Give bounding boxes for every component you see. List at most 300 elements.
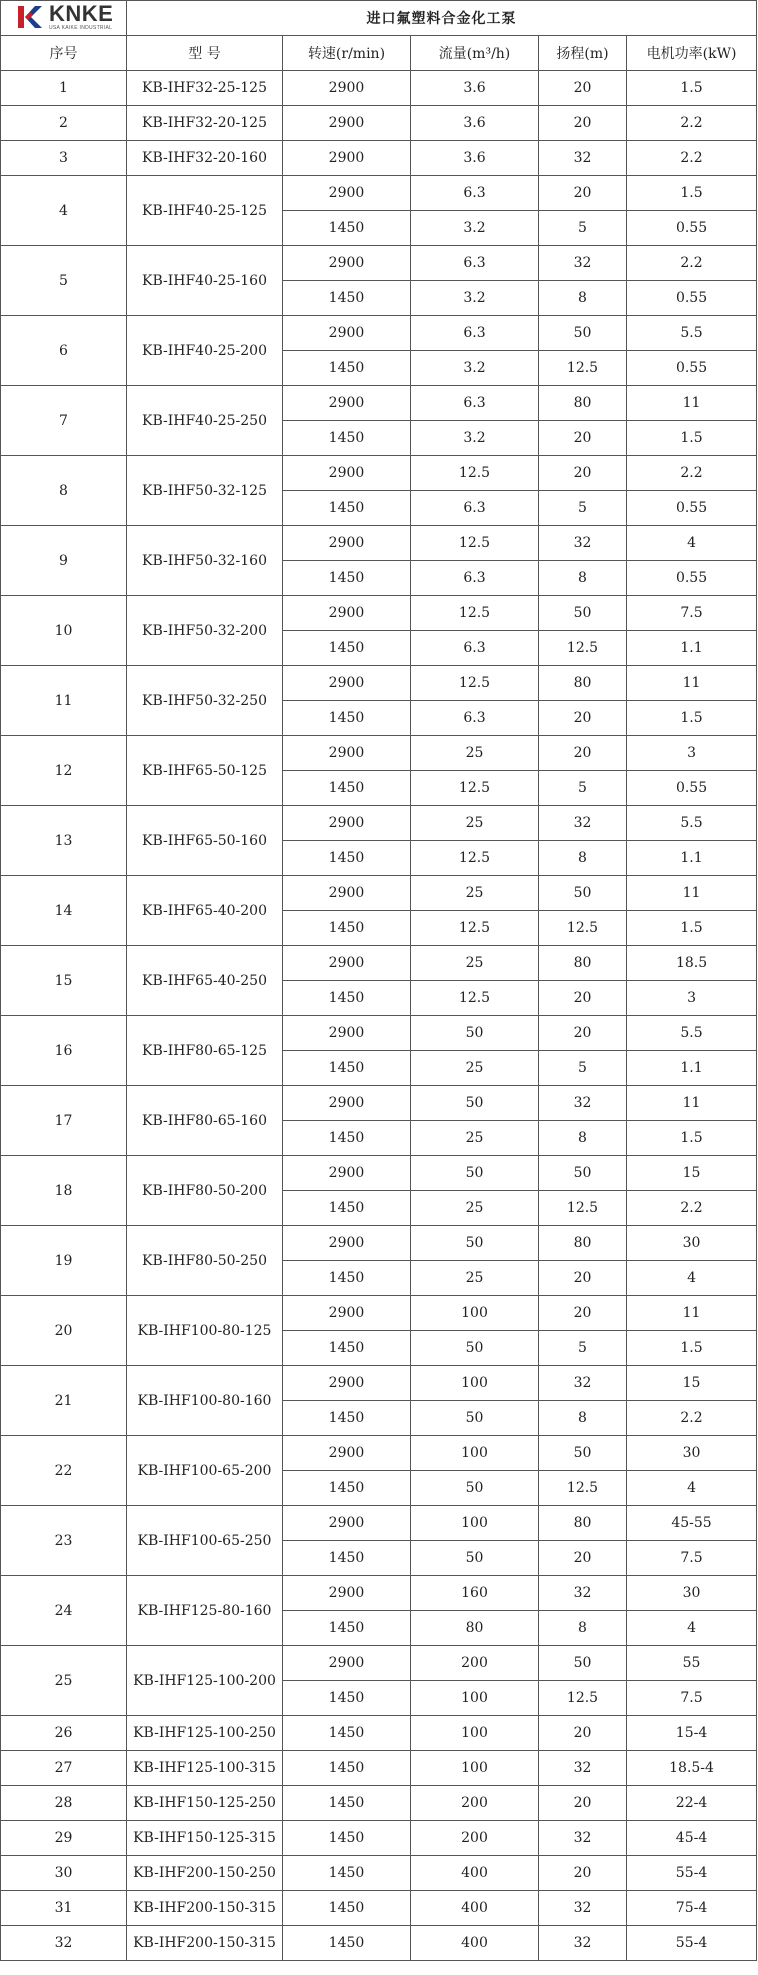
cell-power: 11: [627, 1086, 757, 1121]
table-row: [1, 246, 757, 281]
cell-flow: 100: [411, 1366, 539, 1401]
cell-speed: 1450: [283, 561, 411, 596]
cell-head: 20: [539, 1016, 627, 1051]
cell-power: 7.5: [627, 1681, 757, 1716]
cell-head: 8: [539, 1401, 627, 1436]
table-row: [1, 1891, 757, 1926]
cell-speed: 2900: [283, 1296, 411, 1331]
cell-power: 45-4: [627, 1821, 757, 1856]
table-row: [1, 1926, 757, 1961]
logo-wordmark: KNKE: [49, 0, 114, 26]
cell-model: KB-IHF100-65-250: [127, 1506, 283, 1576]
cell-head: 8: [539, 1121, 627, 1156]
cell-speed: 1450: [283, 1331, 411, 1366]
table-row: [1, 1366, 757, 1401]
cell-flow: 400: [411, 1856, 539, 1891]
table-row: [1, 1786, 757, 1821]
cell-power: 55-4: [627, 1926, 757, 1961]
knke-logo-icon: [17, 4, 43, 30]
cell-no: 3: [1, 141, 127, 176]
cell-no: 15: [1, 946, 127, 1016]
table-row: [1, 666, 757, 701]
cell-speed: 2900: [283, 1646, 411, 1681]
cell-speed: 1450: [283, 1611, 411, 1646]
cell-model: KB-IHF40-25-250: [127, 386, 283, 456]
cell-head: 12.5: [539, 1471, 627, 1506]
cell-head: 20: [539, 1296, 627, 1331]
table-row: [1, 141, 757, 176]
cell-head: 8: [539, 1611, 627, 1646]
cell-flow: 6.3: [411, 561, 539, 596]
cell-head: 32: [539, 1891, 627, 1926]
cell-no: 10: [1, 596, 127, 666]
cell-power: 30: [627, 1226, 757, 1261]
cell-no: 13: [1, 806, 127, 876]
cell-speed: 2900: [283, 386, 411, 421]
cell-head: 32: [539, 1576, 627, 1611]
table-row: [1, 456, 757, 491]
header-head: 扬程(m): [539, 36, 627, 71]
cell-power: 1.1: [627, 841, 757, 876]
cell-head: 12.5: [539, 631, 627, 666]
cell-speed: 2900: [283, 1226, 411, 1261]
cell-flow: 3.2: [411, 281, 539, 316]
cell-head: 32: [539, 1086, 627, 1121]
cell-head: 5: [539, 1051, 627, 1086]
header-row: [1, 36, 757, 71]
cell-flow: 6.3: [411, 386, 539, 421]
cell-power: 15: [627, 1366, 757, 1401]
cell-flow: 25: [411, 736, 539, 771]
cell-power: 5.5: [627, 316, 757, 351]
cell-speed: 1450: [283, 1191, 411, 1226]
cell-power: 11: [627, 666, 757, 701]
cell-head: 50: [539, 1436, 627, 1471]
cell-flow: 50: [411, 1156, 539, 1191]
header-speed: 转速(r/min): [283, 36, 411, 71]
cell-model: KB-IHF50-32-125: [127, 456, 283, 526]
cell-head: 20: [539, 1541, 627, 1576]
cell-no: 12: [1, 736, 127, 806]
table-row: [1, 1016, 757, 1051]
cell-no: 14: [1, 876, 127, 946]
cell-flow: 12.5: [411, 841, 539, 876]
cell-flow: 100: [411, 1681, 539, 1716]
cell-no: 25: [1, 1646, 127, 1716]
cell-power: 2.2: [627, 1401, 757, 1436]
table-row: [1, 386, 757, 421]
cell-speed: 2900: [283, 946, 411, 981]
cell-power: 4: [627, 526, 757, 561]
cell-speed: 1450: [283, 1471, 411, 1506]
cell-no: 7: [1, 386, 127, 456]
cell-speed: 1450: [283, 1401, 411, 1436]
cell-flow: 50: [411, 1016, 539, 1051]
cell-power: 30: [627, 1436, 757, 1471]
table-row: [1, 1156, 757, 1191]
cell-speed: 1450: [283, 631, 411, 666]
cell-speed: 1450: [283, 1786, 411, 1821]
cell-power: 1.5: [627, 421, 757, 456]
cell-flow: 12.5: [411, 666, 539, 701]
cell-speed: 2900: [283, 456, 411, 491]
cell-flow: 25: [411, 1191, 539, 1226]
cell-power: 2.2: [627, 1191, 757, 1226]
cell-power: 1.5: [627, 176, 757, 211]
cell-model: KB-IHF50-32-160: [127, 526, 283, 596]
table-row: [1, 1751, 757, 1786]
cell-speed: 2900: [283, 876, 411, 911]
cell-speed: 1450: [283, 841, 411, 876]
cell-power: 7.5: [627, 596, 757, 631]
cell-speed: 2900: [283, 316, 411, 351]
cell-flow: 25: [411, 806, 539, 841]
cell-flow: 160: [411, 1576, 539, 1611]
cell-flow: 80: [411, 1611, 539, 1646]
cell-speed: 2900: [283, 176, 411, 211]
cell-model: KB-IHF200-150-250: [127, 1856, 283, 1891]
cell-no: 4: [1, 176, 127, 246]
cell-power: 0.55: [627, 351, 757, 386]
cell-model: KB-IHF100-65-200: [127, 1436, 283, 1506]
cell-no: 20: [1, 1296, 127, 1366]
cell-no: 19: [1, 1226, 127, 1296]
cell-head: 80: [539, 1226, 627, 1261]
cell-flow: 25: [411, 876, 539, 911]
table-row: [1, 316, 757, 351]
cell-no: 31: [1, 1891, 127, 1926]
cell-flow: 50: [411, 1401, 539, 1436]
cell-head: 8: [539, 281, 627, 316]
cell-power: 75-4: [627, 1891, 757, 1926]
cell-flow: 100: [411, 1506, 539, 1541]
cell-speed: 1450: [283, 981, 411, 1016]
cell-model: KB-IHF125-100-250: [127, 1716, 283, 1751]
cell-head: 20: [539, 1261, 627, 1296]
cell-flow: 3.6: [411, 106, 539, 141]
cell-head: 32: [539, 246, 627, 281]
cell-power: 0.55: [627, 771, 757, 806]
cell-no: 11: [1, 666, 127, 736]
cell-power: 5.5: [627, 806, 757, 841]
cell-power: 2.2: [627, 246, 757, 281]
cell-speed: 2900: [283, 1366, 411, 1401]
cell-power: 1.5: [627, 1121, 757, 1156]
cell-speed: 1450: [283, 1821, 411, 1856]
cell-no: 29: [1, 1821, 127, 1856]
cell-model: KB-IHF32-20-125: [127, 106, 283, 141]
cell-speed: 1450: [283, 1891, 411, 1926]
cell-flow: 50: [411, 1471, 539, 1506]
cell-model: KB-IHF80-50-250: [127, 1226, 283, 1296]
cell-flow: 25: [411, 1121, 539, 1156]
cell-flow: 50: [411, 1331, 539, 1366]
cell-model: KB-IHF32-20-160: [127, 141, 283, 176]
cell-flow: 200: [411, 1821, 539, 1856]
cell-flow: 6.3: [411, 631, 539, 666]
table-row: [1, 1506, 757, 1541]
cell-speed: 2900: [283, 141, 411, 176]
cell-power: 1.5: [627, 71, 757, 106]
cell-power: 22-4: [627, 1786, 757, 1821]
cell-no: 27: [1, 1751, 127, 1786]
table-row: [1, 1646, 757, 1681]
cell-no: 24: [1, 1576, 127, 1646]
cell-flow: 400: [411, 1926, 539, 1961]
cell-model: KB-IHF100-80-125: [127, 1296, 283, 1366]
cell-model: KB-IHF150-125-315: [127, 1821, 283, 1856]
cell-speed: 2900: [283, 806, 411, 841]
cell-speed: 2900: [283, 1086, 411, 1121]
cell-head: 20: [539, 456, 627, 491]
cell-model: KB-IHF65-50-160: [127, 806, 283, 876]
table-row: [1, 526, 757, 561]
cell-head: 20: [539, 1856, 627, 1891]
cell-no: 6: [1, 316, 127, 386]
title-row: [1, 1, 757, 36]
table-row: [1, 1821, 757, 1856]
logo-cell: [1, 1, 127, 36]
cell-flow: 3.6: [411, 71, 539, 106]
cell-speed: 2900: [283, 1436, 411, 1471]
cell-power: 11: [627, 1296, 757, 1331]
cell-speed: 1450: [283, 1051, 411, 1086]
cell-flow: 12.5: [411, 981, 539, 1016]
cell-head: 20: [539, 1786, 627, 1821]
cell-flow: 12.5: [411, 596, 539, 631]
cell-head: 32: [539, 141, 627, 176]
cell-power: 7.5: [627, 1541, 757, 1576]
cell-head: 20: [539, 421, 627, 456]
header-power: 电机功率(kW): [627, 36, 757, 71]
cell-flow: 50: [411, 1086, 539, 1121]
cell-speed: 2900: [283, 596, 411, 631]
cell-head: 32: [539, 806, 627, 841]
cell-model: KB-IHF80-65-125: [127, 1016, 283, 1086]
cell-head: 8: [539, 841, 627, 876]
cell-no: 18: [1, 1156, 127, 1226]
header-flow: 流量(m³/h): [411, 36, 539, 71]
cell-flow: 6.3: [411, 316, 539, 351]
cell-model: KB-IHF200-150-315: [127, 1926, 283, 1961]
cell-flow: 6.3: [411, 176, 539, 211]
cell-head: 50: [539, 596, 627, 631]
cell-flow: 200: [411, 1786, 539, 1821]
cell-no: 9: [1, 526, 127, 596]
cell-speed: 2900: [283, 1576, 411, 1611]
cell-speed: 1450: [283, 1926, 411, 1961]
cell-model: KB-IHF125-100-200: [127, 1646, 283, 1716]
cell-speed: 1450: [283, 351, 411, 386]
cell-model: KB-IHF150-125-250: [127, 1786, 283, 1821]
cell-head: 80: [539, 666, 627, 701]
cell-speed: 2900: [283, 666, 411, 701]
table-row: [1, 106, 757, 141]
cell-power: 2.2: [627, 141, 757, 176]
cell-power: 2.2: [627, 456, 757, 491]
cell-speed: 1450: [283, 421, 411, 456]
cell-power: 0.55: [627, 211, 757, 246]
cell-power: 15: [627, 1156, 757, 1191]
cell-head: 32: [539, 1751, 627, 1786]
table-row: [1, 946, 757, 981]
table-row: [1, 1856, 757, 1891]
cell-head: 20: [539, 71, 627, 106]
cell-speed: 1450: [283, 1121, 411, 1156]
cell-speed: 1450: [283, 1541, 411, 1576]
cell-flow: 25: [411, 946, 539, 981]
cell-model: KB-IHF65-40-250: [127, 946, 283, 1016]
table-row: [1, 806, 757, 841]
cell-speed: 2900: [283, 1156, 411, 1191]
cell-flow: 25: [411, 1051, 539, 1086]
cell-head: 32: [539, 526, 627, 561]
cell-head: 20: [539, 701, 627, 736]
cell-head: 32: [539, 1926, 627, 1961]
cell-speed: 2900: [283, 106, 411, 141]
cell-model: KB-IHF80-50-200: [127, 1156, 283, 1226]
cell-no: 1: [1, 71, 127, 106]
cell-flow: 6.3: [411, 701, 539, 736]
cell-head: 20: [539, 736, 627, 771]
cell-power: 45-55: [627, 1506, 757, 1541]
cell-head: 12.5: [539, 911, 627, 946]
cell-speed: 1450: [283, 1716, 411, 1751]
page-title: 进口氟塑料合金化工泵: [127, 1, 757, 36]
cell-power: 1.5: [627, 701, 757, 736]
cell-speed: 2900: [283, 71, 411, 106]
cell-flow: 12.5: [411, 456, 539, 491]
cell-speed: 2900: [283, 246, 411, 281]
cell-model: KB-IHF32-25-125: [127, 71, 283, 106]
cell-flow: 3.2: [411, 211, 539, 246]
cell-speed: 1450: [283, 1261, 411, 1296]
cell-flow: 100: [411, 1716, 539, 1751]
cell-flow: 3.2: [411, 421, 539, 456]
cell-flow: 12.5: [411, 526, 539, 561]
table-row: [1, 71, 757, 106]
table-row: [1, 1086, 757, 1121]
cell-no: 17: [1, 1086, 127, 1156]
cell-flow: 50: [411, 1226, 539, 1261]
cell-power: 11: [627, 386, 757, 421]
cell-flow: 400: [411, 1891, 539, 1926]
cell-head: 32: [539, 1366, 627, 1401]
cell-head: 12.5: [539, 1191, 627, 1226]
cell-flow: 100: [411, 1751, 539, 1786]
cell-speed: 2900: [283, 526, 411, 561]
cell-power: 4: [627, 1261, 757, 1296]
cell-power: 3: [627, 981, 757, 1016]
cell-power: 1.1: [627, 1051, 757, 1086]
cell-speed: 1450: [283, 211, 411, 246]
cell-speed: 1450: [283, 771, 411, 806]
cell-power: 5.5: [627, 1016, 757, 1051]
cell-power: 3: [627, 736, 757, 771]
cell-no: 21: [1, 1366, 127, 1436]
cell-no: 32: [1, 1926, 127, 1961]
cell-power: 1.5: [627, 911, 757, 946]
cell-power: 1.1: [627, 631, 757, 666]
cell-power: 11: [627, 876, 757, 911]
cell-no: 5: [1, 246, 127, 316]
cell-head: 20: [539, 106, 627, 141]
cell-model: KB-IHF40-25-200: [127, 316, 283, 386]
cell-no: 8: [1, 456, 127, 526]
cell-speed: 1450: [283, 911, 411, 946]
table-row: [1, 1296, 757, 1331]
table-row: [1, 876, 757, 911]
cell-head: 80: [539, 946, 627, 981]
cell-speed: 2900: [283, 736, 411, 771]
cell-head: 80: [539, 386, 627, 421]
cell-flow: 6.3: [411, 491, 539, 526]
table-row: [1, 736, 757, 771]
cell-flow: 50: [411, 1541, 539, 1576]
cell-speed: 1450: [283, 701, 411, 736]
cell-power: 4: [627, 1471, 757, 1506]
cell-power: 2.2: [627, 106, 757, 141]
cell-power: 18.5-4: [627, 1751, 757, 1786]
cell-head: 50: [539, 1156, 627, 1191]
header-no: 序号: [1, 36, 127, 71]
cell-no: 22: [1, 1436, 127, 1506]
cell-flow: 200: [411, 1646, 539, 1681]
cell-head: 32: [539, 1821, 627, 1856]
cell-power: 18.5: [627, 946, 757, 981]
cell-power: 55: [627, 1646, 757, 1681]
cell-speed: 1450: [283, 491, 411, 526]
cell-power: 0.55: [627, 561, 757, 596]
cell-power: 30: [627, 1576, 757, 1611]
cell-head: 8: [539, 561, 627, 596]
cell-model: KB-IHF125-80-160: [127, 1576, 283, 1646]
cell-flow: 12.5: [411, 771, 539, 806]
table-row: [1, 176, 757, 211]
cell-head: 20: [539, 1716, 627, 1751]
cell-flow: 12.5: [411, 911, 539, 946]
cell-model: KB-IHF100-80-160: [127, 1366, 283, 1436]
cell-head: 80: [539, 1506, 627, 1541]
cell-head: 50: [539, 1646, 627, 1681]
cell-model: KB-IHF200-150-315: [127, 1891, 283, 1926]
cell-power: 0.55: [627, 491, 757, 526]
cell-flow: 3.2: [411, 351, 539, 386]
cell-speed: 2900: [283, 1016, 411, 1051]
logo-tagline: USA KAIKE INDUSTRIAL: [49, 24, 113, 31]
cell-flow: 100: [411, 1296, 539, 1331]
cell-speed: 1450: [283, 1856, 411, 1891]
cell-head: 20: [539, 176, 627, 211]
cell-head: 12.5: [539, 1681, 627, 1716]
cell-model: KB-IHF40-25-125: [127, 176, 283, 246]
table-row: [1, 1716, 757, 1751]
cell-flow: 100: [411, 1436, 539, 1471]
cell-speed: 1450: [283, 1681, 411, 1716]
cell-speed: 1450: [283, 1751, 411, 1786]
cell-head: 12.5: [539, 351, 627, 386]
table-row: [1, 1436, 757, 1471]
cell-flow: 6.3: [411, 246, 539, 281]
cell-flow: 3.6: [411, 141, 539, 176]
cell-model: KB-IHF40-25-160: [127, 246, 283, 316]
brand-logo: [17, 0, 114, 31]
cell-head: 5: [539, 211, 627, 246]
cell-no: 16: [1, 1016, 127, 1086]
table-row: [1, 1226, 757, 1261]
cell-model: KB-IHF50-32-250: [127, 666, 283, 736]
cell-power: 1.5: [627, 1331, 757, 1366]
